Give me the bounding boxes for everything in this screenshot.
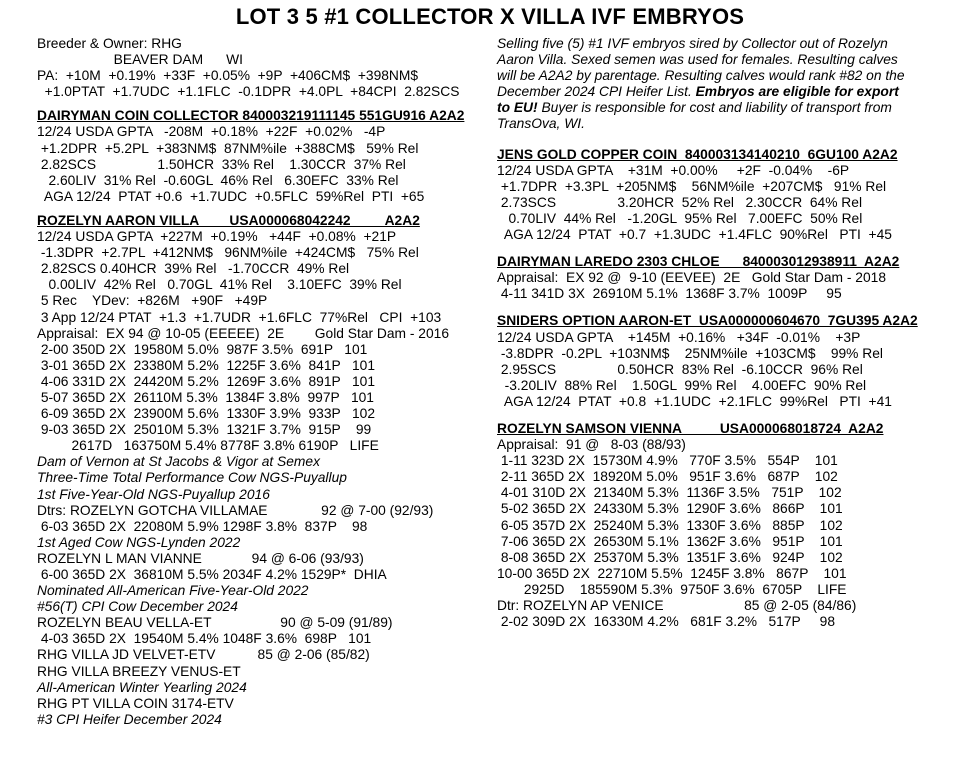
export-notice: Embryos are eligible for export — [695, 84, 899, 100]
dam-line: 2.82SCS 0.40HCR 39% Rel -1.70CCR 49% Rel — [37, 261, 350, 277]
dam-note: Dtrs: ROZELYN GOTCHA VILLAMAE 92 @ 7-00 (92/93) — [37, 502, 434, 518]
dam-record: 4-06 331D 2X 24420M 5.2% 1269F 3.6% 891P 101 — [37, 373, 376, 389]
granddam-block — [497, 254, 967, 302]
dam-note: RHG PT VILLA COIN 3174-ETV — [37, 695, 234, 711]
grandsire-block — [497, 147, 967, 244]
granddam2-record: 1-11 323D 2X 15730M 4.9% 770F 3.5% 554P 101 — [497, 453, 838, 469]
left-column — [37, 36, 495, 728]
breeder-block — [37, 36, 495, 100]
dam-line: 0.00LIV 42% Rel 0.70GL 41% Rel 3.10EFC 39% Rel — [37, 277, 402, 293]
dam-note: ROZELYN BEAU VELLA-ET 90 @ 5-09 (91/89) — [37, 615, 393, 631]
dam-record: 2-00 350D 2X 19580M 5.0% 987F 3.5% 691P 101 — [37, 341, 368, 357]
dam-note: 1st Five-Year-Old NGS-Puyallup 2016 — [37, 486, 270, 502]
dam-line: 5 Rec YDev: +826M +90F +49P — [37, 293, 268, 309]
description-line: will be A2A2 by parentage. Resulting calves would rank #82 on the — [497, 68, 905, 84]
dam-note: Nominated All-American Five-Year-Old 2022 — [37, 583, 309, 599]
dam-lifetime: 2617D 163750M 5.4% 8778F 3.8% 6190P LIFE — [37, 438, 379, 454]
granddam2-daughter-record: 2-02 309D 2X 16330M 4.2% 681F 3.2% 517P 98 — [497, 614, 835, 630]
dam-record: 3-01 365D 2X 23380M 5.2% 1225F 3.6% 841P 101 — [37, 357, 376, 373]
granddam2-record: 10-00 365D 2X 22710M 5.5% 1245F 3.8% 867P 101 — [497, 565, 847, 581]
dam-heading: ROZELYN AARON VILLA USA000068042242 A2A2 — [37, 212, 420, 228]
lot-description — [497, 36, 967, 133]
dam-line: 12/24 USDA GPTA +227M +0.19% +44F +0.08% +21P — [37, 229, 397, 245]
description-text: December 2024 CPI Heifer List. — [497, 84, 696, 100]
pa-line: PA: +10M +0.19% +33F +0.05% +9P +406CM$ +398NM$ — [37, 68, 419, 84]
damsire-line: 2.95SCS 0.50HCR 83% Rel -6.10CCR 96% Rel — [497, 361, 863, 377]
sire-line: 12/24 USDA GPTA -208M +0.18% +22F +0.02% -4P — [37, 124, 386, 140]
pa-line-2: +1.0PTAT +1.7UDC +1.1FLC -0.1DPR +4.0PL +84CPI 2.82SCS — [37, 84, 460, 100]
dam-appraisal: Appraisal: EX 94 @ 10-05 (EEEEE) 2E Gold Star Dam - 2016 — [37, 325, 450, 341]
breeder-location: BEAVER DAM WI — [37, 52, 243, 68]
granddam2-record: 4-01 310D 2X 21340M 5.3% 1136F 3.5% 751P 102 — [497, 485, 842, 501]
granddam2-block — [497, 421, 967, 630]
dam-note: Dam of Vernon at St Jacobs & Vigor at Semex — [37, 454, 320, 470]
dam-note: #3 CPI Heifer December 2024 — [37, 711, 222, 727]
dam-note: 6-03 365D 2X 22080M 5.9% 1298F 3.8% 837P 98 — [37, 518, 368, 534]
granddam-heading: DAIRYMAN LAREDO 2303 CHLOE 840003012938911 A2A2 — [497, 254, 900, 270]
grandsire-line: AGA 12/24 PTAT +0.7 +1.3UDC +1.4FLC 90%Rel PTI +45 — [497, 227, 892, 243]
granddam2-record: 7-06 365D 2X 26530M 5.1% 1362F 3.6% 951P 101 — [497, 533, 843, 549]
export-notice-end: to EU! — [497, 100, 538, 116]
grandsire-line: +1.7DPR +3.3PL +205NM$ 56NM%ile +207CM$ 91% Rel — [497, 178, 887, 194]
dam-note: 6-00 365D 2X 36810M 5.5% 2034F 4.2% 1529P* DHIA — [37, 567, 387, 582]
sire-line: 2.82SCS 1.50HCR 33% Rel 1.30CCR 37% Rel — [37, 156, 406, 172]
granddam2-record: 2-11 365D 2X 18920M 5.0% 951F 3.6% 687P 102 — [497, 469, 838, 485]
dam-line: 3 App 12/24 PTAT +1.3 +1.7UDR +1.6FLC 77%Rel CPI +103 — [37, 309, 442, 325]
granddam2-appraisal: Appraisal: 91 @ 8-03 (88/93) — [497, 437, 686, 453]
damsire-line: -3.20LIV 88% Rel 1.50GL 99% Rel 4.00EFC 90% Rel — [497, 377, 867, 393]
granddam2-lifetime: 2925D 185590M 5.3% 9750F 3.6% 6705P LIFE — [497, 581, 847, 597]
sire-line: 2.60LIV 31% Rel -0.60GL 46% Rel 6.30EFC 33% Rel — [37, 172, 399, 188]
grandsire-line: 12/24 USDA GPTA +31M +0.00% +2F -0.04% -6P — [497, 162, 850, 178]
granddam2-heading: ROZELYN SAMSON VIENNA USA000068018724 A2A2 — [497, 420, 884, 436]
grandsire-line: 0.70LIV 44% Rel -1.20GL 95% Rel 7.00EFC 50% Rel — [497, 210, 863, 226]
right-column — [497, 36, 967, 630]
granddam2-record: 8-08 365D 2X 25370M 5.3% 1351F 3.6% 924P 102 — [497, 549, 843, 565]
granddam-line: 4-11 341D 3X 26910M 5.1% 1368F 3.7% 1009P 95 — [497, 286, 842, 302]
sire-heading: DAIRYMAN COIN COLLECTOR 840003219111145 551GU916 A2A2 — [37, 108, 465, 124]
dam-note: ROZELYN L MAN VIANNE 94 @ 6-06 (93/93) — [37, 550, 364, 566]
description-line: Aaron Villa. Sexed semen was used for females. Resulting calves — [497, 52, 898, 68]
grandsire-heading: JENS GOLD COPPER COIN 840003134140210 6GU100 A2A2 — [497, 146, 898, 162]
dam-note: 1st Aged Cow NGS-Lynden 2022 — [37, 534, 241, 550]
dam-record: 9-03 365D 2X 25010M 5.3% 1321F 3.7% 915P 99 — [37, 422, 372, 438]
damsire-line: AGA 12/24 PTAT +0.8 +1.1UDC +2.1FLC 99%Rel PTI +41 — [497, 393, 892, 409]
damsire-heading: SNIDERS OPTION AARON-ET USA000000604670 7GU395 A2A2 — [497, 313, 918, 329]
dam-record: 6-09 365D 2X 23900M 5.6% 1330F 3.9% 933P 102 — [37, 406, 376, 422]
dam-note: #56(T) CPI Cow December 2024 — [37, 599, 238, 615]
sire-line: +1.2DPR +5.2PL +383NM$ 87NM%ile +388CM$ 59% Rel — [37, 140, 419, 156]
granddam-line: Appraisal: EX 92 @ 9-10 (EEVEE) 2E Gold Star Dam - 2018 — [497, 270, 886, 286]
dam-note: All-American Winter Yearling 2024 — [37, 679, 247, 695]
dam-note: RHG VILLA JD VELVET-ETV 85 @ 2-06 (85/82) — [37, 647, 370, 663]
granddam2-record: 5-02 365D 2X 24330M 5.3% 1290F 3.6% 866P 101 — [497, 501, 843, 517]
grandsire-line: 2.73SCS 3.20HCR 52% Rel 2.30CCR 64% Rel — [497, 194, 863, 210]
sire-block — [37, 108, 495, 205]
sire-line: AGA 12/24 PTAT +0.6 +1.7UDC +0.5FLC 59%Rel PTI +65 — [37, 188, 425, 204]
dam-note: 4-03 365D 2X 19540M 5.4% 1048F 3.6% 698P 101 — [37, 631, 372, 647]
dam-line: -1.3DPR +2.7PL +412NM$ 96NM%ile +424CM$ 75% Rel — [37, 245, 419, 261]
damsire-line: 12/24 USDA GPTA +145M +0.16% +34F -0.01% +3P — [497, 329, 861, 345]
description-line — [497, 84, 967, 100]
description-line: TransOva, WI. — [497, 116, 585, 132]
lot-title: LOT 3 5 #1 COLLECTOR X VILLA IVF EMBRYOS — [235, 4, 745, 29]
dam-record: 5-07 365D 2X 26110M 5.3% 1384F 3.8% 997P 101 — [37, 389, 374, 405]
dam-note: RHG VILLA BREEZY VENUS-ET — [37, 663, 241, 679]
description-line — [497, 100, 967, 116]
dam-notes — [37, 454, 495, 728]
description-line: Selling five (5) #1 IVF embryos sired by Collector out of Rozelyn — [497, 36, 888, 51]
dam-block — [37, 213, 495, 454]
damsire-line: -3.8DPR -0.2PL +103NM$ 25NM%ile +103CM$ 99% Rel — [497, 345, 883, 361]
breeder-line: Breeder & Owner: RHG — [37, 36, 182, 51]
dam-note: Three-Time Total Performance Cow NGS-Puyallup — [37, 470, 347, 486]
description-text: Buyer is responsible for cost and liability of transport from — [537, 100, 892, 116]
granddam2-daughter: Dtr: ROZELYN AP VENICE 85 @ 2-05 (84/86) — [497, 598, 857, 613]
granddam2-record: 6-05 357D 2X 25240M 5.3% 1330F 3.6% 885P 102 — [497, 517, 843, 533]
damsire-block — [497, 313, 967, 410]
